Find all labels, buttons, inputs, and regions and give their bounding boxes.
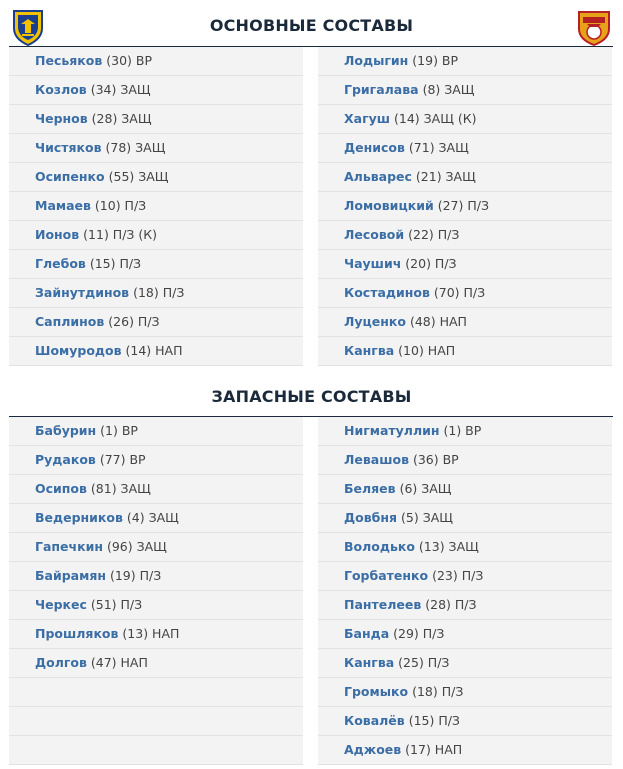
player-name-link[interactable]: Глебов [35,256,86,271]
player-name-link[interactable]: Чистяков [35,140,102,155]
player-row [9,47,303,76]
player-row [318,504,612,533]
player-number-position: (78) ЗАЩ [105,140,166,155]
player-name-link[interactable]: Альварес [344,169,412,184]
player-number-position: (48) НАП [409,314,467,329]
player-number-position: (17) НАП [405,742,463,757]
player-row [9,279,303,308]
player-number-position: (4) ЗАЩ [126,510,179,525]
player-number-position: (25) П/З [398,655,450,670]
player-number-position: (47) НАП [90,655,148,670]
player-row [318,475,612,504]
player-row [318,562,612,591]
player-number-position: (15) П/З [408,713,460,728]
player-name-link[interactable]: Пантелеев [344,597,422,612]
player-row [318,308,612,337]
player-number-position: (36) ВР [412,452,459,467]
player-row [318,192,612,221]
away-main-lineup [318,47,612,366]
player-name-link[interactable]: Чернов [35,111,88,126]
player-row [9,620,303,649]
player-name-link[interactable]: Прошляков [35,626,119,641]
player-row [318,417,612,446]
player-number-position: (10) П/З [94,198,147,213]
player-name-link[interactable]: Саплинов [35,314,105,329]
player-number-position: (29) П/З [393,626,445,641]
player-row [318,279,612,308]
player-number-position: (30) ВР [106,53,152,68]
player-row [9,308,303,337]
home-main-lineup [9,47,303,366]
player-number-position: (13) НАП [122,626,180,641]
player-row [9,504,303,533]
player-number-position: (1) ВР [443,423,482,438]
player-row [9,649,303,678]
player-name-link[interactable]: Левашов [344,452,409,467]
player-name-link[interactable]: Рудаков [35,452,96,467]
player-number-position: (18) П/З [133,285,185,300]
player-name-link[interactable]: Горбатенко [344,568,429,583]
player-row [318,163,612,192]
player-number-position: (5) ЗАЩ [401,510,453,525]
player-number-position: (19) ВР [412,53,459,68]
player-name-link[interactable]: Ковалёв [344,713,405,728]
player-row [318,76,612,105]
player-number-position: (19) П/З [109,568,162,583]
player-number-position: (14) ЗАЩ (К) [394,111,477,126]
substitutes-title: ЗАПАСНЫЕ СОСТАВЫ [211,387,412,406]
player-number-position: (13) ЗАЩ [418,539,479,554]
main-lineups-title: ОСНОВНЫЕ СОСТАВЫ [209,16,414,35]
player-name-link[interactable]: Костадинов [344,285,430,300]
player-row [318,649,612,678]
player-row [318,620,612,649]
player-row [9,591,303,620]
player-number-position: (8) ЗАЩ [422,82,475,97]
player-name-link[interactable]: Аджоев [344,742,402,757]
player-name-link[interactable]: Гапечкин [35,539,103,554]
player-row [318,250,612,279]
player-name-link[interactable]: Лесовой [344,227,405,242]
player-name-link[interactable]: Довбня [344,510,398,525]
player-number-position: (6) ЗАЩ [399,481,452,496]
player-number-position: (18) П/З [412,684,464,699]
player-name-link[interactable]: Чаушич [344,256,402,271]
player-row [318,707,612,736]
player-row [9,76,303,105]
player-number-position: (26) П/З [108,314,160,329]
player-name-link[interactable]: Ломовицкий [344,198,434,213]
player-row [9,475,303,504]
player-row [318,446,612,475]
away-substitutes [318,417,612,765]
player-name-link[interactable]: Громыко [344,684,409,699]
player-row [9,417,303,446]
player-number-position: (51) П/З [90,597,143,612]
player-row [9,337,303,366]
player-number-position: (81) ЗАЩ [90,481,151,496]
player-number-position: (14) НАП [125,343,183,358]
player-row [9,192,303,221]
player-name-link[interactable]: Зайнутдинов [35,285,130,300]
player-number-position: (71) ЗАЩ [408,140,469,155]
player-name-link[interactable]: Осипов [35,481,87,496]
player-row [318,337,612,366]
player-name-link[interactable]: Луценко [344,314,406,329]
player-number-position: (20) П/З [405,256,457,271]
player-name-link[interactable]: Беляев [344,481,396,496]
player-number-position: (28) ЗАЩ [91,111,152,126]
player-name-link[interactable]: Кангва [344,343,395,358]
player-number-position: (27) П/З [437,198,489,213]
player-number-position: (21) ЗАЩ [415,169,476,184]
player-name-link[interactable]: Осипенко [35,169,105,184]
player-number-position: (34) ЗАЩ [90,82,151,97]
player-name-link[interactable]: Мамаев [35,198,91,213]
player-name-link[interactable]: Банда [344,626,390,641]
player-name-link[interactable]: Бабурин [35,423,97,438]
player-name-link[interactable]: Шомуродов [35,343,122,358]
player-number-position: (1) ВР [100,423,138,438]
player-number-position: (22) П/З [408,227,460,242]
player-name-link[interactable]: Козлов [35,82,87,97]
player-row [9,163,303,192]
player-row [9,707,303,736]
player-row [318,47,612,76]
player-name-link[interactable]: Байрамян [35,568,106,583]
player-row [9,678,303,707]
player-row [9,533,303,562]
home-substitutes [9,417,303,765]
player-row [318,533,612,562]
player-row [9,134,303,163]
player-row [9,250,303,279]
player-row [9,736,303,765]
player-number-position: (96) ЗАЩ [106,539,167,554]
player-row [318,134,612,163]
player-row [318,105,612,134]
player-name-link[interactable]: Нигматуллин [344,423,440,438]
player-name-link[interactable]: Черкес [35,597,87,612]
player-number-position: (77) ВР [99,452,146,467]
player-name-link[interactable]: Ионов [35,227,80,242]
player-name-link[interactable]: Долгов [35,655,87,670]
player-row [318,591,612,620]
player-row [318,736,612,765]
player-name-link[interactable]: Денисов [344,140,405,155]
player-row [9,562,303,591]
player-row [318,678,612,707]
player-name-link[interactable]: Хагуш [344,111,391,126]
player-number-position: (55) ЗАЩ [108,169,169,184]
player-number-position: (11) П/З (К) [83,227,158,242]
player-row [9,105,303,134]
player-name-link[interactable]: Володько [344,539,415,554]
player-name-link[interactable]: Ведерников [35,510,123,525]
player-number-position: (23) П/З [432,568,484,583]
player-number-position: (15) П/З [89,256,142,271]
player-number-position: (28) П/З [425,597,477,612]
player-name-link[interactable]: Лодыгин [344,53,409,68]
player-name-link[interactable]: Песьяков [35,53,103,68]
player-name-link[interactable]: Кангва [344,655,395,670]
player-row [9,221,303,250]
player-number-position: (70) П/З [433,285,486,300]
player-name-link[interactable]: Григалава [344,82,419,97]
player-row [318,221,612,250]
player-number-position: (10) НАП [398,343,456,358]
player-row [9,446,303,475]
